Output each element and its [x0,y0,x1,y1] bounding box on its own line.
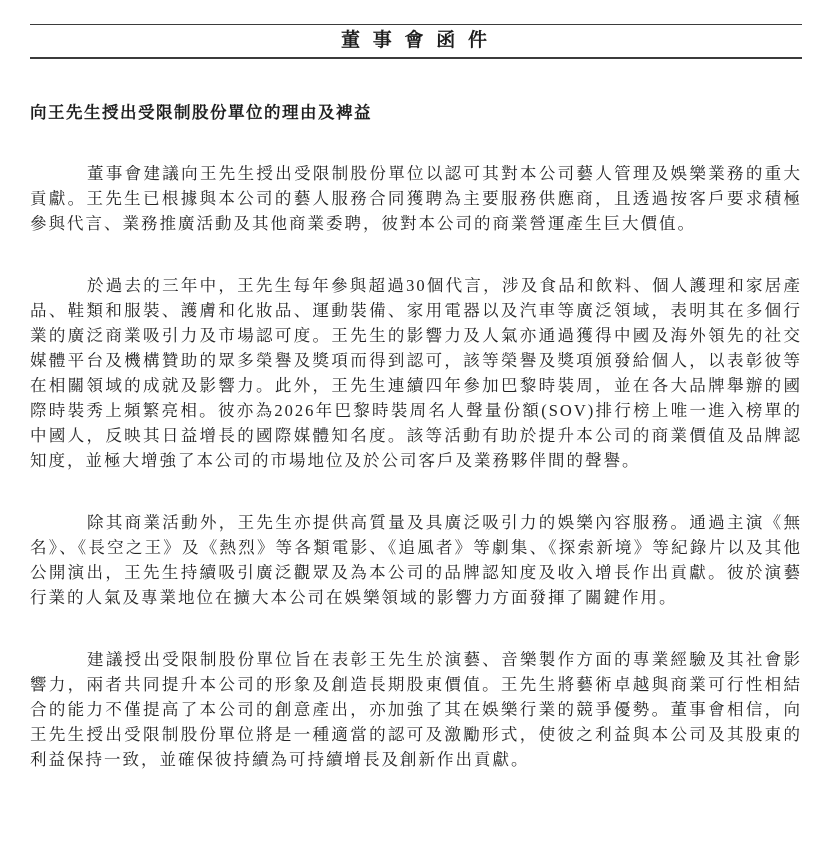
header-rule-top [30,24,802,25]
header-rule-bottom [30,57,802,59]
section-heading: 向王先生授出受限制股份單位的理由及裨益 [30,103,372,122]
paragraph-endorsements-awards: 於過去的三年中，王先生每年參與超過30個代言，涉及食品和飲料、個人護理和家居產品、鞋類和服裝、護膚和化妝品、運動裝備、家用電器以及汽車等廣泛領域，表明其在多個行業的廣泛商業吸引力及市場認可度。王先生的影響力及人氣亦通過獲得中國及海外領先的社交媒體平台及機構贊助的眾多榮譽及獎項而得到認可，該等榮譽及獎項頒發給個人，以表彰彼等在相關領域的成就及影響力。此外，王先生連續四年參加巴黎時裝周，並在各大品牌舉辦的國際時裝秀上頻繁亮相。彼亦為2026年巴黎時裝周名人聲量份額(SOV)排行榜上唯一進入榜單的中國人，反映其日益增長的國際媒體知名度。該等活動有助於提升本公司的商業價值及品牌認知度，並極大增強了本公司的市場地位及於公司客戶及業務夥伴間的聲譽。 [30,276,802,470]
paragraph-rationale-conclusion: 建議授出受限制股份單位旨在表彰王先生於演藝、音樂製作方面的專業經驗及其社會影響力，兩者共同提升本公司的形象及創造長期股東價值。王先生將藝術卓越與商業可行性相結合的能力不僅提高了本公司的創意產出，亦加強了其在娛樂行業的競爭優勢。董事會相信，向王先生授出受限制股份單位將是一種適當的認可及激勵形式，使彼之利益與本公司及其股東的利益保持一致，並確保彼持續為可持續增長及創新作出貢獻。 [30,650,802,769]
document-page [0,24,835,855]
paragraph-grant-recognition: 董事會建議向王先生授出受限制股份單位以認可其對本公司藝人管理及娛樂業務的重大貢獻。王先生已根據與本公司的藝人服務合同獲聘為主要服務供應商，且透過按客戶要求積極參與代言、業務推廣活動及其他商業委聘，彼對本公司的商業營運產生巨大價值。 [30,164,802,233]
document-title: 董 事 會 函 件 [340,30,491,51]
paragraph-entertainment-content: 除其商業活動外，王先生亦提供高質量及具廣泛吸引力的娛樂內容服務。通過主演《無名》、《長空之王》及《熱烈》等各類電影、《追風者》等劇集、《探索新境》等紀錄片以及其他公開演出，王先生持續吸引廣泛觀眾及為本公司的品牌認知度及收入增長作出貢獻。彼於演藝行業的人氣及專業地位在擴大本公司在娛樂領域的影響力方面發揮了關鍵作用。 [30,513,802,607]
